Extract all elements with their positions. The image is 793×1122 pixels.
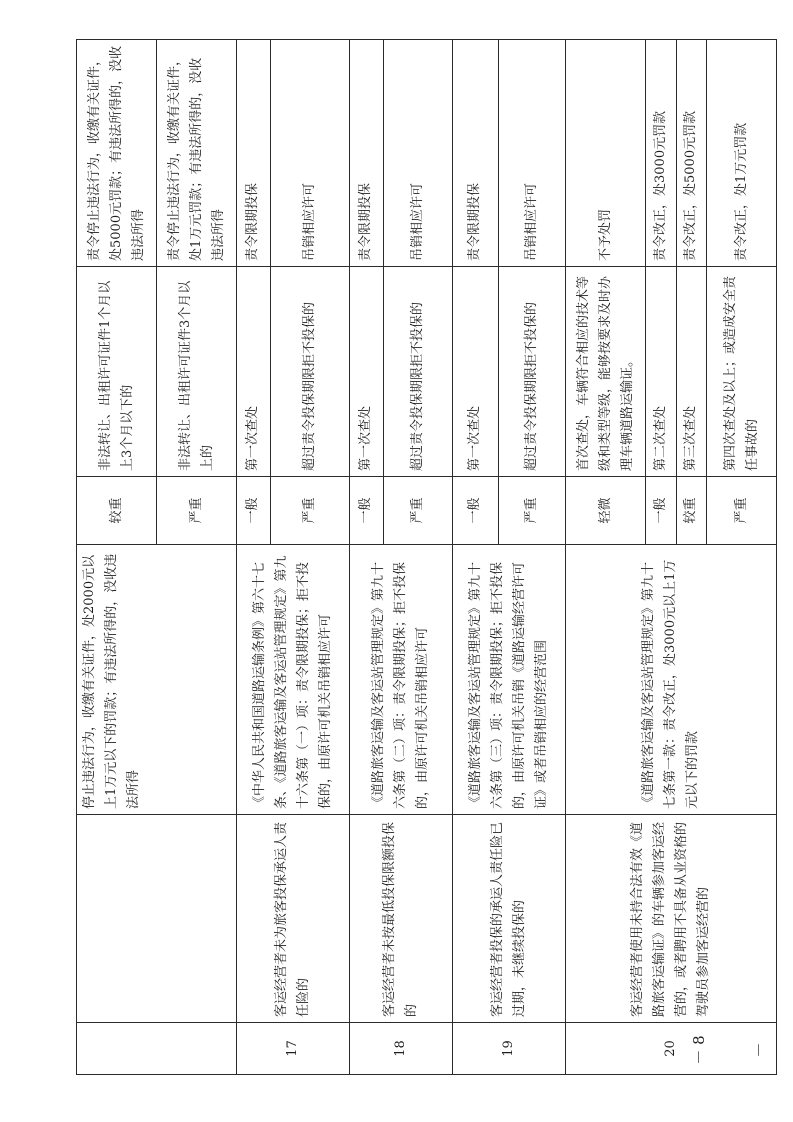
row19-item-cell: 客运经营者投保的承运人责任险已过期，未继续投保的 (453, 815, 566, 1023)
table-row (77, 40, 157, 1075)
row18-num-cell: 18 (349, 1023, 453, 1075)
row20-basis-cell: 《道路旅客运输及客运站管理规定》第九十七条第一款：责令改正，处3000元以上1万元以下的罚款 (566, 545, 777, 815)
row16b-situation-cell: 非法转让、出租许可证件3个月以上的 (157, 267, 237, 477)
row20-penalty1-cell: 责令改正，处3000元罚款 (646, 40, 676, 267)
row16-num-cell (77, 1023, 237, 1075)
row18-penalty2-cell: 吊销相应许可 (383, 40, 453, 267)
page-number: － 8 － (690, 1035, 768, 1065)
row19-num-cell: 19 (453, 1023, 566, 1075)
row18-penalty1-cell: 责令限期投保 (349, 40, 383, 267)
row16-item-cell (77, 815, 237, 1023)
row17-weight1-cell: 一般 (237, 477, 271, 545)
row20-penalty0-cell: 不予处罚 (566, 40, 646, 267)
row19-weight2-cell: 严重 (498, 477, 566, 545)
row20-weight3-cell: 严重 (707, 477, 777, 545)
penalty-discretion-table (76, 39, 777, 1075)
row20-num-cell: 20 (566, 1023, 777, 1075)
row19-situation2-cell: 超过责令投保期限拒不投保的 (498, 267, 566, 477)
row20-weight1-cell: 一般 (646, 477, 676, 545)
row20-penalty2-cell: 责令改正，处5000元罚款 (676, 40, 706, 267)
row17-num-cell: 17 (237, 1023, 350, 1075)
row17-basis-cell: 《中华人民共和国道路运输条例》第六十七条、《道路旅客运输及客运站管理规定》第九十六条第（一）项：责令限期投保；拒不投保的，由原许可机关吊销相应许可 (237, 545, 350, 815)
table-row (453, 40, 498, 1075)
row20-situation0-cell: 首次查处，车辆符合相应的技术等级和类型等级，能够按要求及时办理车辆道路运输证。 (566, 267, 646, 477)
row19-penalty2-cell: 吊销相应许可 (498, 40, 566, 267)
row20-situation3-cell: 第四次查处及以上；或造成安全责任事故的 (707, 267, 777, 477)
row19-situation1-cell: 第一次查处 (453, 267, 498, 477)
row20-item-cell: 客运经营者使用未持合法有效《道路旅客运输证》的车辆参加客运经营的，或者聘用不具备从业资格的驾驶员参加客运经营的 (566, 815, 777, 1023)
table-row (566, 40, 646, 1075)
row16-basis-cell: 停止违法行为，收缴有关证件，处2000元以上1万元以下的罚款；有违法所得的，没收违法所得 (77, 545, 237, 815)
row17-situation2-cell: 超过责令投保期限拒不投保的 (270, 267, 349, 477)
table-row (237, 40, 271, 1075)
rotated-table-wrapper (76, 40, 777, 1075)
row17-item-cell: 客运经营者未为旅客投保承运人责任险的 (237, 815, 350, 1023)
row17-weight2-cell: 严重 (270, 477, 349, 545)
row16-situation-cell: 非法转让、出租许可证件1个月以上3个月以下的 (77, 267, 157, 477)
row17-penalty1-cell: 责令限期投保 (237, 40, 271, 267)
row17-penalty2-cell: 吊销相应许可 (270, 40, 349, 267)
row20-penalty3-cell: 责令改正，处1万元罚款 (707, 40, 777, 267)
row18-weight1-cell: 一般 (349, 477, 383, 545)
row20-weight0-cell: 轻微 (566, 477, 646, 545)
row18-situation2-cell: 超过责令投保期限拒不投保的 (383, 267, 453, 477)
row18-item-cell: 客运经营者未按最低投保限额投保的 (349, 815, 453, 1023)
row16b-weight-cell: 严重 (157, 477, 237, 545)
row19-penalty1-cell: 责令限期投保 (453, 40, 498, 267)
row19-weight1-cell: 一般 (453, 477, 498, 545)
row20-situation1-cell: 第二次查处 (646, 267, 676, 477)
row18-situation1-cell: 第一次查处 (349, 267, 383, 477)
row16-penalty-cell: 责令停止违法行为，收缴有关证件，处5000元罚款；有违法所得的，没收违法所得 (77, 40, 157, 267)
row17-situation1-cell: 第一次查处 (237, 267, 271, 477)
row18-basis-cell: 《道路旅客运输及客运站管理规定》第九十六条第（二）项：责令限期投保；拒不投保的，由原许可机关吊销相应许可 (349, 545, 453, 815)
table-row (349, 40, 383, 1075)
row20-weight2-cell: 较重 (676, 477, 706, 545)
row19-basis-cell: 《道路旅客运输及客运站管理规定》第九十六条第（三）项：责令限期投保；拒不投保的，由原许可机关吊销《道路运输经营许可证》或者吊销相应的经营范围 (453, 545, 566, 815)
row20-situation2-cell: 第三次查处 (676, 267, 706, 477)
row16-weight-cell: 较重 (77, 477, 157, 545)
row16b-penalty-cell: 责令停止违法行为，收缴有关证件，处1万元罚款；有违法所得的，没收违法所得 (157, 40, 237, 267)
row18-weight2-cell: 严重 (383, 477, 453, 545)
